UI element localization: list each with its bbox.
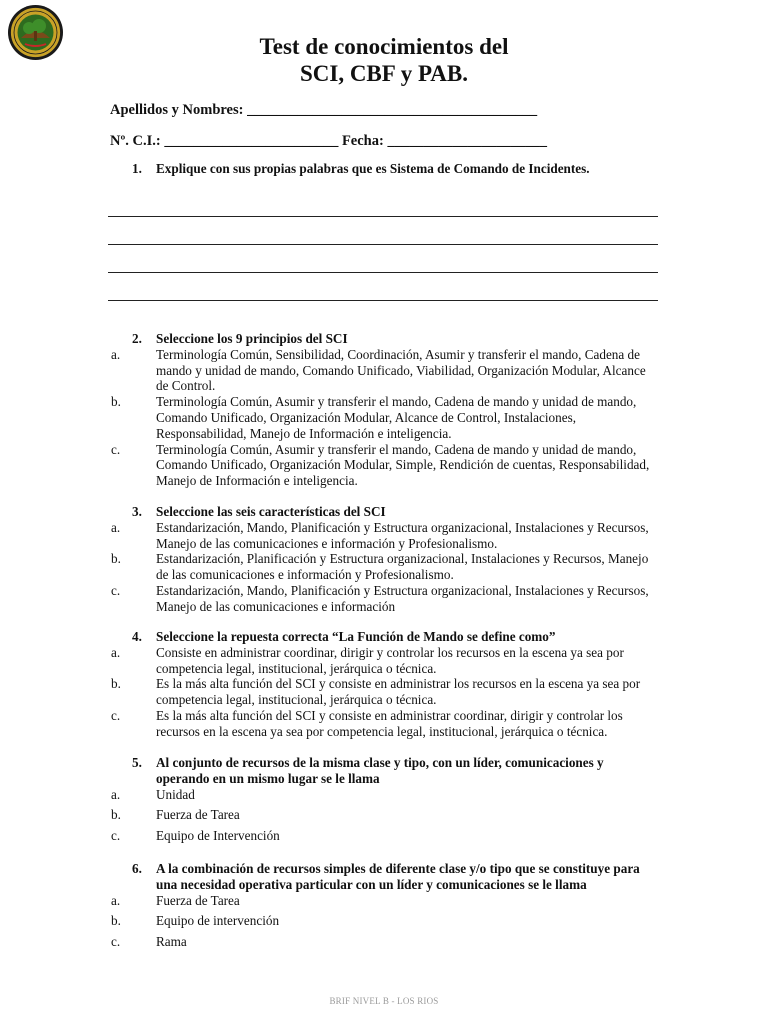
option-a[interactable] [110,520,658,552]
option-text: Equipo de Intervención [156,828,280,844]
option-letter: b. [111,676,121,692]
option-letter: c. [111,934,121,950]
question-6 [110,861,658,950]
option-letter: c. [111,707,121,723]
option-text: Es la más alta función del SCI y consiste en administrar coordinar, dirigir y controlar los recursos en la escena ya sea por competencia legal, institucional, jerárquica o técnica. [156,707,623,739]
page-footer: BRIF NIVEL B - LOS RIOS [329,996,439,1006]
option-c[interactable] [110,708,658,740]
fire-brigade-emblem-icon [7,4,64,61]
question-3 [110,504,658,615]
option-letter: a. [111,786,121,802]
question-text: Seleccione las seis características del SCI [156,504,386,519]
option-c[interactable] [110,934,658,950]
option-b[interactable] [110,676,658,708]
option-text: Terminología Común, Asumir y transferir el mando, Cadena de mando y unidad de mando, Comando Unificado, Organización Modular, Simple, Rendición de cuentas, Responsabilidad, Manejo de Información e inteligencia. [156,441,650,489]
option-text: Fuerza de Tarea [156,892,240,908]
answer-line[interactable] [108,216,658,217]
option-a[interactable] [110,347,658,394]
names-field[interactable]: Apellidos y Nombres: ________________________________________ [110,102,538,118]
option-letter: b. [111,807,121,823]
option-letter: a. [111,644,121,660]
question-text: Explique con sus propias palabras que es Sistema de Comando de Incidentes. [156,161,590,176]
option-b[interactable] [110,394,658,441]
option-text: Fuerza de Tarea [156,807,240,823]
answer-line[interactable] [108,272,658,273]
question-number: 5. [132,755,142,770]
question-header [110,755,658,787]
question-header [110,161,658,177]
question-number: 4. [132,629,142,644]
option-text: Rama [156,934,187,950]
option-b[interactable] [110,551,658,583]
question-header [110,629,658,645]
page-title [160,33,608,87]
option-c[interactable] [110,583,658,615]
question-text: A la combinación de recursos simples de diferente clase y/o tipo que se constituye para una necesidad operativa particular con un líder y comunicaciones se le llama [156,861,640,892]
option-c[interactable] [110,828,658,844]
brigade-logo [7,4,64,61]
question-2 [110,331,658,489]
option-text: Consiste en administrar coordinar, dirigir y controlar los recursos en la escena ya sea por competencia legal, institucional, jerárquica o técnica. [156,644,624,676]
option-letter: b. [111,913,121,929]
option-text: Estandarización, Mando, Planificación y Estructura organizacional, Instalaciones y Recursos, Manejo de las comunicaciones e información [156,582,649,614]
option-b[interactable] [110,807,658,823]
option-text: Estandarización, Mando, Planificación y Estructura organizacional, Instalaciones y Recursos, Manejo de las comunicaciones e información y Profesionalismo. [156,519,649,551]
option-a[interactable] [110,787,658,803]
option-letter: a. [111,346,121,362]
title-line-1: Test de conocimientos del [259,34,509,59]
question-text: Seleccione la repuesta correcta “La Función de Mando se define como” [156,629,556,644]
option-a[interactable] [110,893,658,909]
option-text: Equipo de intervención [156,913,280,929]
question-4 [110,629,658,740]
question-text: Al conjunto de recursos de la misma clase y tipo, con un líder, comunicaciones y operando en un mismo lugar se le llama [156,755,604,786]
option-text: Unidad [156,786,195,802]
answer-line[interactable] [108,244,658,245]
ci-date-field[interactable]: Nº. C.I.: ________________________ Fecha: ______________________ [110,133,547,149]
option-letter: c. [111,441,121,457]
option-letter: b. [111,551,121,567]
question-5 [110,755,658,844]
question-number: 1. [132,161,142,176]
option-letter: a. [111,519,121,535]
question-1 [110,161,658,177]
title-line-2: SCI, CBF y PAB. [299,61,469,86]
option-text: Es la más alta función del SCI y consiste en administrar los recursos en la escena ya sea por competencia legal, institucional, jerárquica o técnica. [156,676,641,708]
option-text: Estandarización, Planificación y Estructura organizacional, Instalaciones y Recursos, Manejo de las comunicaciones e información y Profesionalismo. [156,551,649,583]
question-header [110,331,658,347]
option-letter: c. [111,828,121,844]
option-text: Terminología Común, Asumir y transferir el mando, Cadena de mando y unidad de mando, Comando Unificado, Organización Modular, Alcance de Control, Instalaciones, Responsabilidad, Manejo de Información e inteligencia. [156,394,637,441]
option-letter: c. [111,582,121,598]
question-number: 3. [132,504,142,519]
option-letter: b. [111,394,121,410]
option-c[interactable] [110,442,658,489]
question-number: 2. [132,331,142,346]
option-letter: a. [111,892,121,908]
question-text: Seleccione los 9 principios del SCI [156,331,348,346]
question-header [110,861,658,893]
option-b[interactable] [110,913,658,929]
answer-line[interactable] [108,300,658,301]
question-header [110,504,658,520]
option-a[interactable] [110,645,658,677]
question-number: 6. [132,861,142,876]
option-text: Terminología Común, Sensibilidad, Coordinación, Asumir y transferir el mando, Cadena de mando y unidad de mando, Comando Unificado, Viabilidad, Organización Modular, Alcance de Control. [156,346,646,394]
